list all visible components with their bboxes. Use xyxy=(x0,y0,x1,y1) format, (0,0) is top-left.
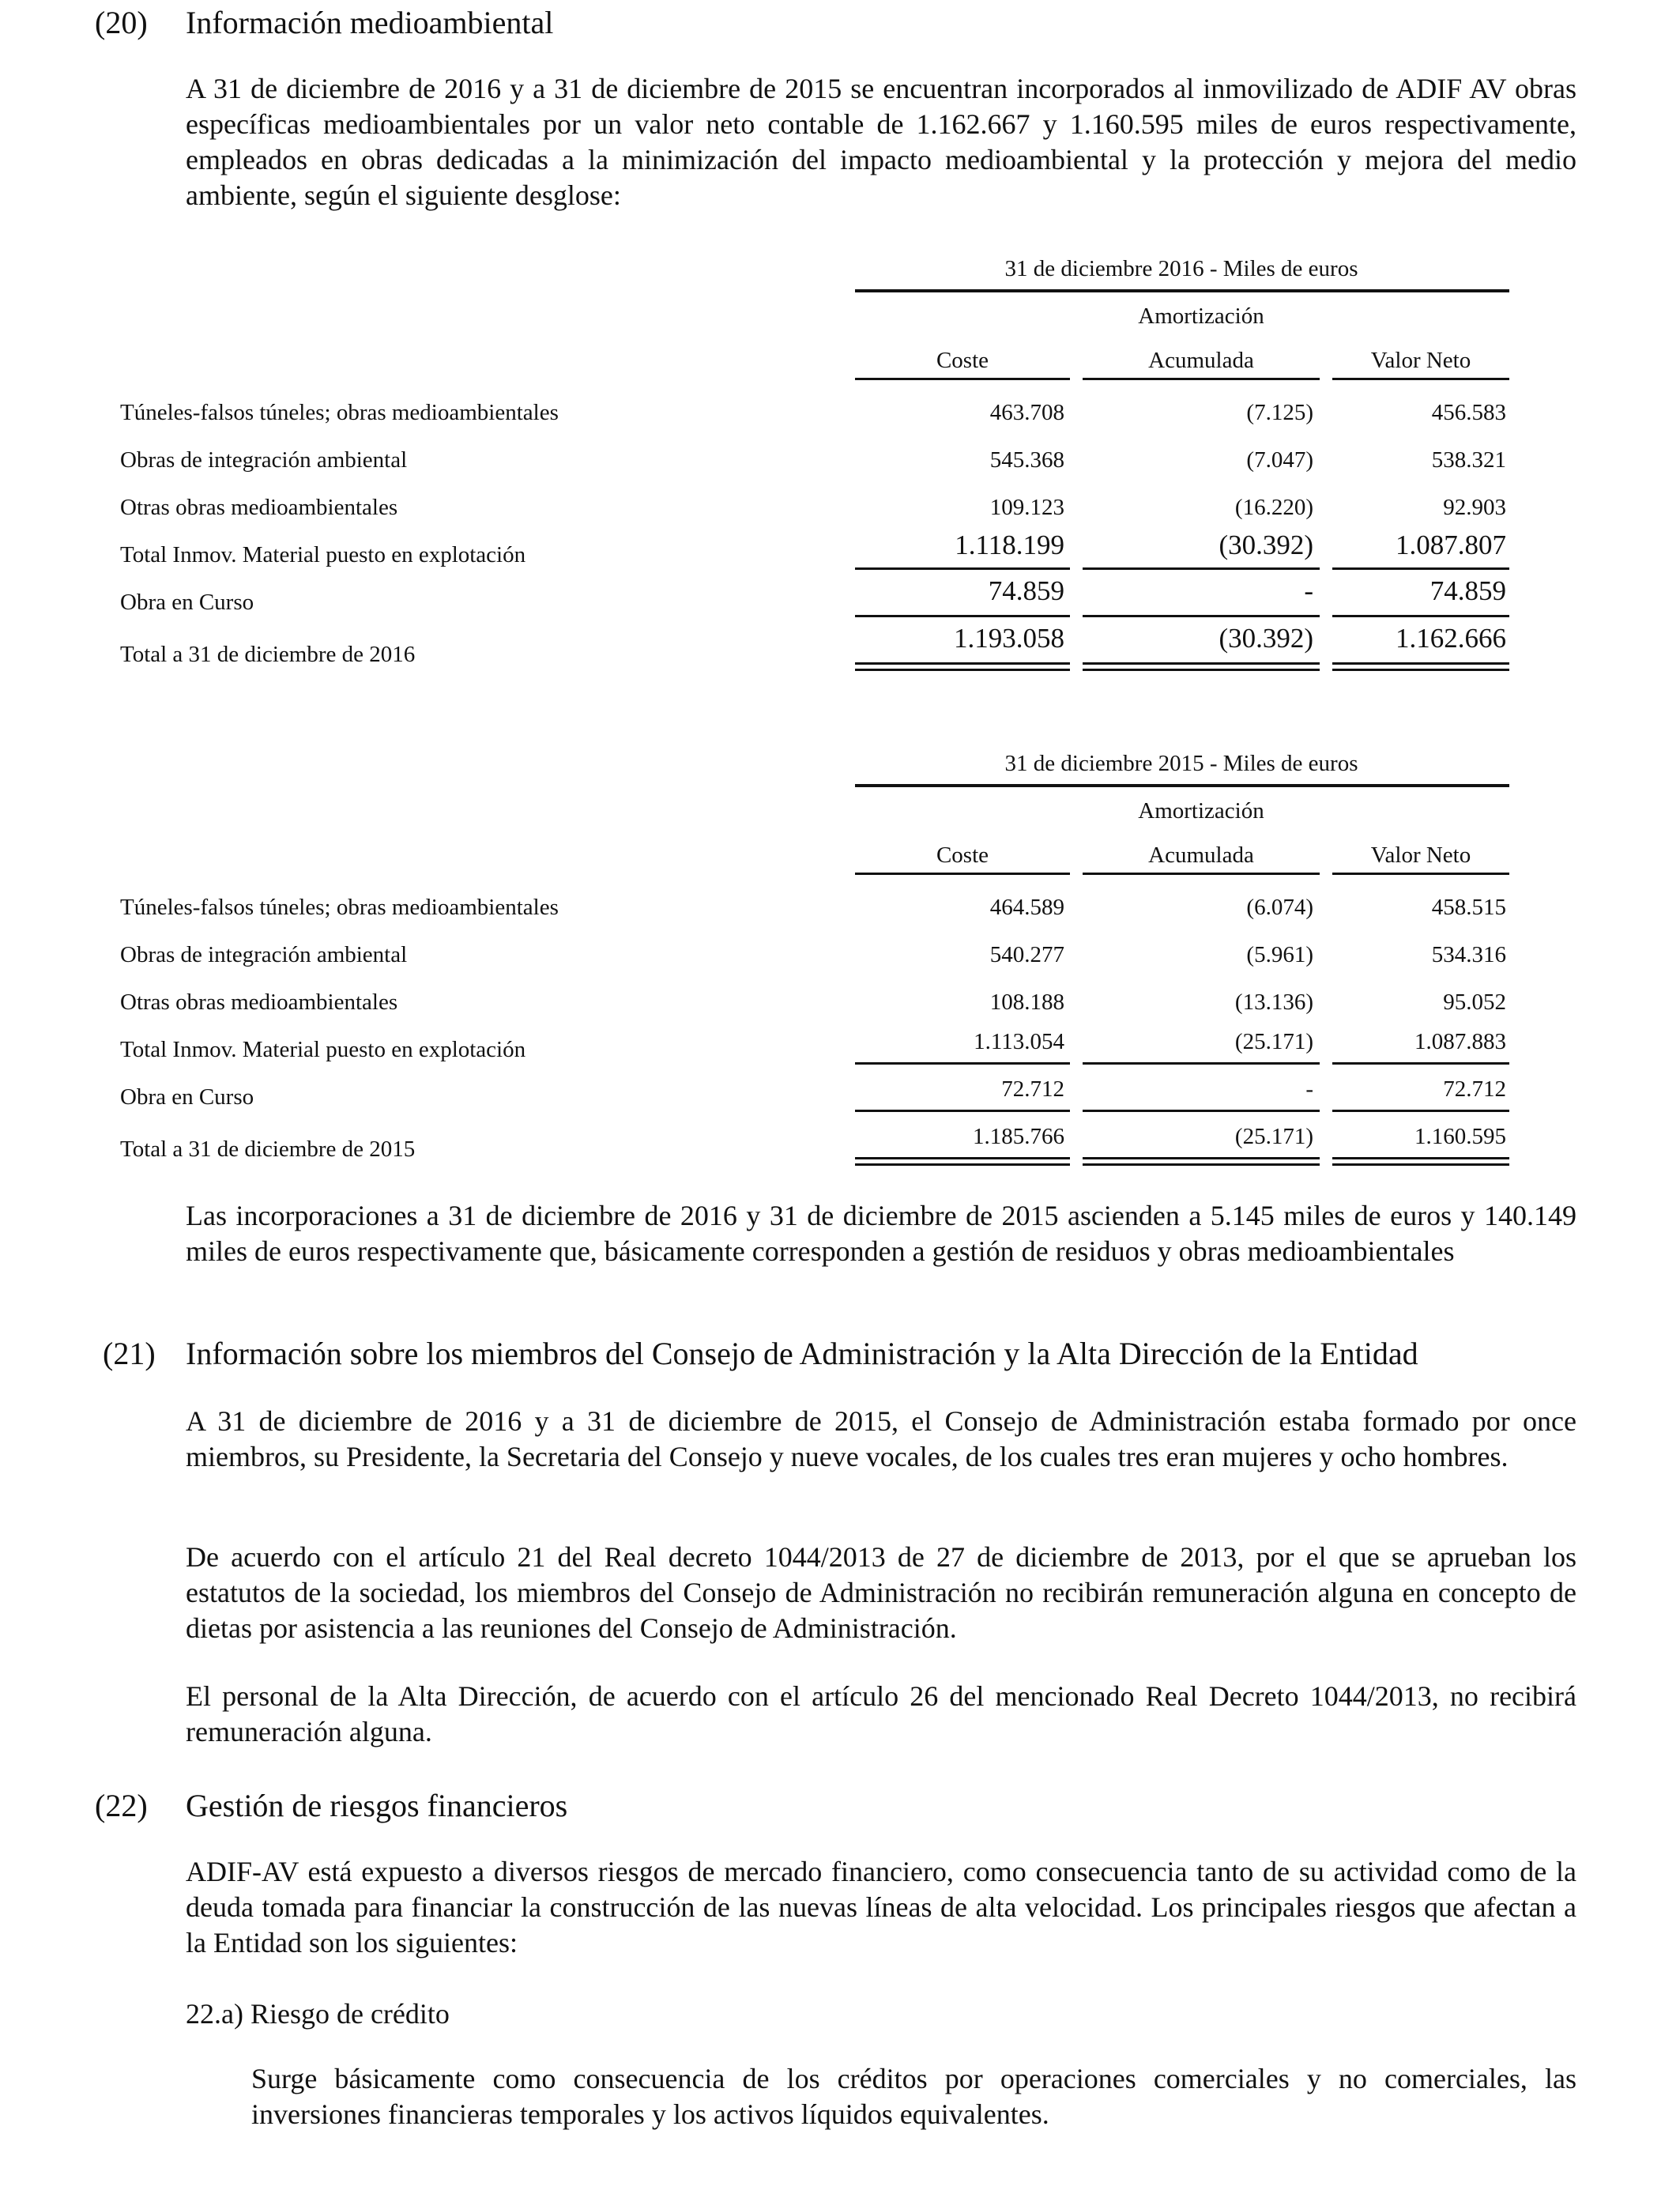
row-label: Otras obras medioambientales xyxy=(120,495,398,520)
cell-cost: 72.712 xyxy=(1001,1076,1064,1102)
cell-cost: 108.188 xyxy=(989,990,1064,1015)
cell-amort: (7.125) xyxy=(1246,400,1313,425)
rule xyxy=(855,289,1509,292)
cell-amort: (13.136) xyxy=(1234,990,1313,1015)
cell-amort: - xyxy=(1304,575,1313,606)
cell-net: 538.321 xyxy=(1431,447,1506,473)
rule xyxy=(855,873,1070,875)
paragraph: El personal de la Alta Dirección, de acuerdo con el artículo 26 del mencionado Real Decreto 1044/2013, no recibirá remuneración alguna. xyxy=(186,1680,1576,1747)
rule xyxy=(855,669,1070,671)
section-title: Información medioambiental xyxy=(186,5,554,40)
header-amortizacion: Amortización xyxy=(1138,303,1264,329)
rule xyxy=(1083,1110,1320,1112)
header-acumulada: Acumulada xyxy=(1148,843,1254,868)
cell-cost: 1.118.199 xyxy=(955,530,1064,560)
cell-cost: 74.859 xyxy=(988,575,1064,606)
cell-amort: - xyxy=(1305,1076,1313,1102)
rule xyxy=(1332,1110,1509,1112)
row-label: Obra en Curso xyxy=(120,1084,254,1110)
paragraph: Surge básicamente como consecuencia de los créditos por operaciones comerciales y no comerciales, las inversiones financieras temporales y los activos líquidos equivalentes. xyxy=(251,2063,1576,2130)
row-label: Túneles-falsos túneles; obras medioambientales xyxy=(120,400,559,425)
cell-amort: (6.074) xyxy=(1246,895,1313,920)
rule xyxy=(855,378,1070,380)
rule xyxy=(1083,615,1320,617)
header-coste: Coste xyxy=(936,348,989,373)
paragraph: A 31 de diciembre de 2016 y a 31 de diciembre de 2015 se encuentran incorporados al inmovilizado de ADIF AV obras específicas medioambientales por un valor neto contable de 1.162.667 y 1.160.595 miles de euros respectivamente, empleados en obras dedicadas a la minimización del impacto medioambiental y la protección y mejora del medio ambiente, según el siguiente desglose: xyxy=(186,73,1576,211)
paragraph: A 31 de diciembre de 2016 y a 31 de diciembre de 2015, el Consejo de Administración estaba formado por once miembros, su Presidente, la Secretaria del Consejo y nueve vocales, de los cuales tres eran mujeres y ocho hombres. xyxy=(186,1405,1576,1472)
paragraph: De acuerdo con el artículo 21 del Real decreto 1044/2013 de 27 de diciembre de 2013, por el que se aprueban los estatutos de la sociedad, los miembros del Consejo de Administración no recibirán remuneración alguna en concepto de dietas por asistencia a las reuniones del Consejo de Administración. xyxy=(186,1541,1576,1644)
rule xyxy=(855,1062,1070,1065)
rule xyxy=(1083,669,1320,671)
rule xyxy=(855,1110,1070,1112)
section-title: Gestión de riesgos financieros xyxy=(186,1788,568,1823)
cell-net: 1.087.883 xyxy=(1414,1029,1506,1054)
cell-net: 458.515 xyxy=(1431,895,1506,920)
cell-amort: (30.392) xyxy=(1219,623,1313,654)
cell-amort: (5.961) xyxy=(1246,942,1313,967)
cell-net: 534.316 xyxy=(1431,942,1506,967)
rule xyxy=(1332,1157,1509,1159)
cell-cost: 545.368 xyxy=(989,447,1064,473)
rule xyxy=(1083,567,1320,570)
cell-cost: 1.185.766 xyxy=(973,1124,1064,1149)
rule xyxy=(855,567,1070,570)
row-label: Obras de integración ambiental xyxy=(120,447,408,473)
rule xyxy=(855,615,1070,617)
header-valor-neto: Valor Neto xyxy=(1370,843,1471,868)
rule xyxy=(1332,615,1509,617)
table-caption: 31 de diciembre 2015 - Miles de euros xyxy=(1004,751,1358,776)
cell-amort: (16.220) xyxy=(1234,495,1313,520)
rule xyxy=(1083,1163,1320,1166)
cell-amort: (25.171) xyxy=(1234,1124,1313,1149)
rule xyxy=(1332,662,1509,665)
row-label: Obra en Curso xyxy=(120,590,254,615)
rule xyxy=(855,662,1070,665)
cell-net: 456.583 xyxy=(1431,400,1506,425)
cell-cost: 1.113.054 xyxy=(974,1029,1064,1054)
paragraph: Las incorporaciones a 31 de diciembre de 2016 y 31 de diciembre de 2015 ascienden a 5.145 miles de euros y 140.149 miles de euros respectivamente que, básicamente corresponden a gestión de residuos y obras medioambientales xyxy=(186,1200,1576,1267)
row-label: Total Inmov. Material puesto en explotación xyxy=(120,1037,526,1062)
row-label: Total a 31 de diciembre de 2015 xyxy=(120,1137,416,1162)
rule xyxy=(1332,669,1509,671)
row-label: Obras de integración ambiental xyxy=(120,942,408,967)
rule xyxy=(1332,378,1509,380)
rule xyxy=(855,784,1509,787)
cell-cost: 464.589 xyxy=(989,895,1064,920)
cell-cost: 109.123 xyxy=(989,495,1064,520)
cell-net: 72.712 xyxy=(1443,1076,1506,1102)
section-number: (22) xyxy=(95,1788,148,1823)
rule xyxy=(855,1163,1070,1166)
rule xyxy=(1332,873,1509,875)
rule xyxy=(1332,1062,1509,1065)
rule xyxy=(1083,1157,1320,1159)
row-label: Total Inmov. Material puesto en explotación xyxy=(120,542,526,567)
paragraph: ADIF-AV está expuesto a diversos riesgos de mercado financiero, como consecuencia tanto de su actividad como de la deuda tomada para financiar la construcción de las nuevas líneas de alta velocidad. Los principales riesgos que afectan a la Entidad son los siguientes: xyxy=(186,1856,1576,1958)
section-number: (20) xyxy=(95,5,148,40)
cell-cost: 540.277 xyxy=(989,942,1064,967)
cell-amort: (30.392) xyxy=(1219,530,1313,560)
table-caption: 31 de diciembre 2016 - Miles de euros xyxy=(1004,256,1358,281)
header-coste: Coste xyxy=(936,843,989,868)
cell-cost: 463.708 xyxy=(989,400,1064,425)
rule xyxy=(1083,873,1320,875)
row-label: Túneles-falsos túneles; obras medioambientales xyxy=(120,895,559,920)
cell-net: 74.859 xyxy=(1430,575,1506,606)
cell-amort: (25.171) xyxy=(1234,1029,1313,1054)
header-acumulada: Acumulada xyxy=(1148,348,1254,373)
cell-amort: (7.047) xyxy=(1246,447,1313,473)
header-amortizacion: Amortización xyxy=(1138,798,1264,824)
cell-cost: 1.193.058 xyxy=(954,623,1064,654)
cell-net: 1.162.666 xyxy=(1396,623,1506,654)
header-valor-neto: Valor Neto xyxy=(1370,348,1471,373)
rule xyxy=(1332,567,1509,570)
cell-net: 1.087.807 xyxy=(1396,530,1506,560)
section-number: (21) xyxy=(103,1336,156,1371)
rule xyxy=(1083,1062,1320,1065)
cell-net: 92.903 xyxy=(1443,495,1506,520)
rule xyxy=(1083,378,1320,380)
section-title: Información sobre los miembros del Consejo de Administración y la Alta Dirección de la Entidad xyxy=(186,1336,1418,1371)
rule xyxy=(1332,1163,1509,1166)
cell-net: 1.160.595 xyxy=(1414,1124,1506,1149)
rule xyxy=(855,1157,1070,1159)
row-label: Total a 31 de diciembre de 2016 xyxy=(120,642,416,667)
row-label: Otras obras medioambientales xyxy=(120,990,398,1015)
cell-net: 95.052 xyxy=(1443,990,1506,1015)
subsection-heading: 22.a) Riesgo de crédito xyxy=(186,1998,450,2030)
rule xyxy=(1083,662,1320,665)
